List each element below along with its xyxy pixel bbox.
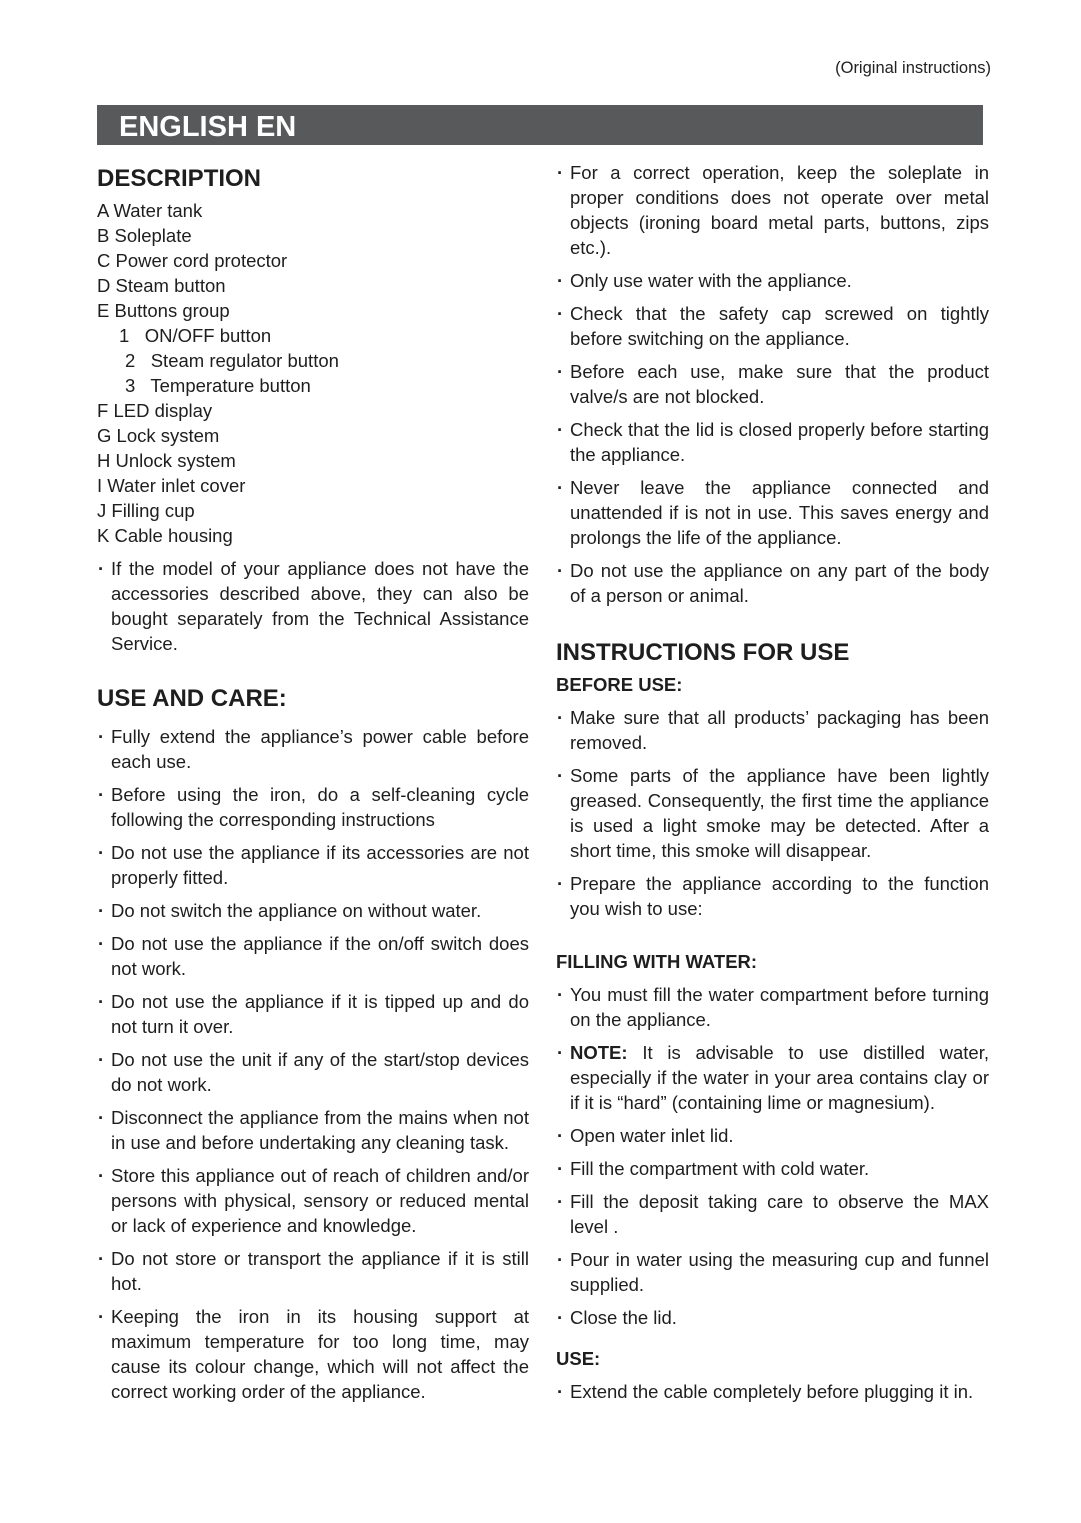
list-item: · Do not switch the appliance on without water. — [97, 898, 529, 923]
list-item: · Open water inlet lid. — [556, 1123, 989, 1148]
description-item: F LED display — [97, 400, 213, 421]
description-item: E Buttons group — [97, 300, 230, 321]
description-item: B Soleplate — [97, 225, 192, 246]
description-list — [97, 198, 529, 548]
description-item: K Cable housing — [97, 525, 233, 546]
use-heading: USE: — [556, 1348, 601, 1369]
use-and-care-list — [97, 724, 529, 1404]
description-item: D Steam button — [97, 275, 226, 296]
use-list — [556, 1379, 989, 1404]
description-item: A Water tank — [97, 200, 203, 221]
note-label: NOTE: — [570, 1042, 628, 1063]
list-item: · Prepare the appliance according to the function you wish to use: — [556, 871, 989, 921]
description-item: J Filling cup — [97, 500, 195, 521]
description-item: I Water inlet cover — [97, 475, 246, 496]
list-item: · Disconnect the appliance from the mains when not in use and before undertaking any cleaning task. — [97, 1105, 529, 1155]
list-item: · Before using the iron, do a self-cleaning cycle following the corresponding instructions — [97, 782, 529, 832]
list-item: · Fully extend the appliance’s power cable before each use. — [97, 724, 529, 774]
description-item: G Lock system — [97, 425, 220, 446]
right-column — [556, 160, 989, 1412]
list-item: · Close the lid. — [556, 1305, 989, 1330]
note-text: It is advisable to use distilled water, especially if the water in your area contains clay or if it is “hard” (containing lime or magnesium). — [570, 1042, 989, 1113]
before-use-list — [556, 705, 989, 921]
description-note: · If the model of your appliance does not have the accessories described above, they can also be bought separately from the Technical Assistance Service. — [97, 556, 529, 656]
list-item: · Do not use the unit if any of the start/stop devices do not work. — [97, 1047, 529, 1097]
list-item: · Fill the compartment with cold water. — [556, 1156, 989, 1181]
original-instructions-label: (Original instructions) — [835, 59, 991, 77]
list-item: · Do not use the appliance if its accessories are not properly fitted. — [97, 840, 529, 890]
list-item: · Do not use the appliance if it is tipped up and do not turn it over. — [97, 989, 529, 1039]
list-item: · For a correct operation, keep the soleplate in proper conditions does not operate over metal objects (ironing board metal parts, buttons, zips etc.). — [556, 160, 989, 260]
description-subitem: 2 Steam regulator button — [125, 350, 339, 371]
list-item: · Store this appliance out of reach of children and/or persons with physical, sensory or reduced mental or lack of experience and knowledge. — [97, 1163, 529, 1238]
list-item: · Never leave the appliance connected and unattended if is not in use. This saves energy and prolongs the life of the appliance. — [556, 475, 989, 550]
use-and-care-heading: USE AND CARE: — [97, 685, 287, 712]
filling-list — [556, 982, 989, 1330]
filling-heading: FILLING WITH WATER: — [556, 951, 758, 972]
list-item: · Some parts of the appliance have been lightly greased. Consequently, the first time the appliance is used a light smoke may be detected. After a short time, this smoke will disappear. — [556, 763, 989, 863]
list-item: · You must fill the water compartment before turning on the appliance. — [556, 982, 989, 1032]
list-item: · Fill the deposit taking care to observe the MAX level . — [556, 1189, 989, 1239]
list-item: · Pour in water using the measuring cup and funnel supplied. — [556, 1247, 989, 1297]
list-item: · Do not use the appliance if the on/off switch does not work. — [97, 931, 529, 981]
list-item: · Do not use the appliance on any part of the body of a person or animal. — [556, 558, 989, 608]
instructions-heading: INSTRUCTIONS FOR USE — [556, 639, 850, 666]
list-item: · Before each use, make sure that the product valve/s are not blocked. — [556, 359, 989, 409]
list-item: · Extend the cable completely before plugging it in. — [556, 1379, 989, 1404]
description-item: C Power cord protector — [97, 250, 288, 271]
description-heading: DESCRIPTION — [97, 165, 262, 192]
list-item: · Only use water with the appliance. — [556, 268, 989, 293]
list-item: · Do not store or transport the appliance if it is still hot. — [97, 1246, 529, 1296]
use-and-care-continued-list — [556, 160, 989, 608]
note-item — [556, 1040, 989, 1115]
list-item: · Keeping the iron in its housing support at maximum temperature for too long time, may cause its colour change, which will not affect the correct working order of the appliance. — [97, 1304, 529, 1404]
list-item: · Check that the safety cap screwed on tightly before switching on the appliance. — [556, 301, 989, 351]
list-item: · Make sure that all products’ packaging has been removed. — [556, 705, 989, 755]
before-use-heading: BEFORE USE: — [556, 674, 683, 695]
description-item: H Unlock system — [97, 450, 236, 471]
list-item: · Check that the lid is closed properly before starting the appliance. — [556, 417, 989, 467]
description-subitem: 3 Temperature button — [125, 375, 311, 396]
language-banner: ENGLISH EN — [97, 105, 983, 145]
description-subitem: 1 ON/OFF button — [119, 325, 272, 346]
left-column — [97, 160, 529, 1412]
